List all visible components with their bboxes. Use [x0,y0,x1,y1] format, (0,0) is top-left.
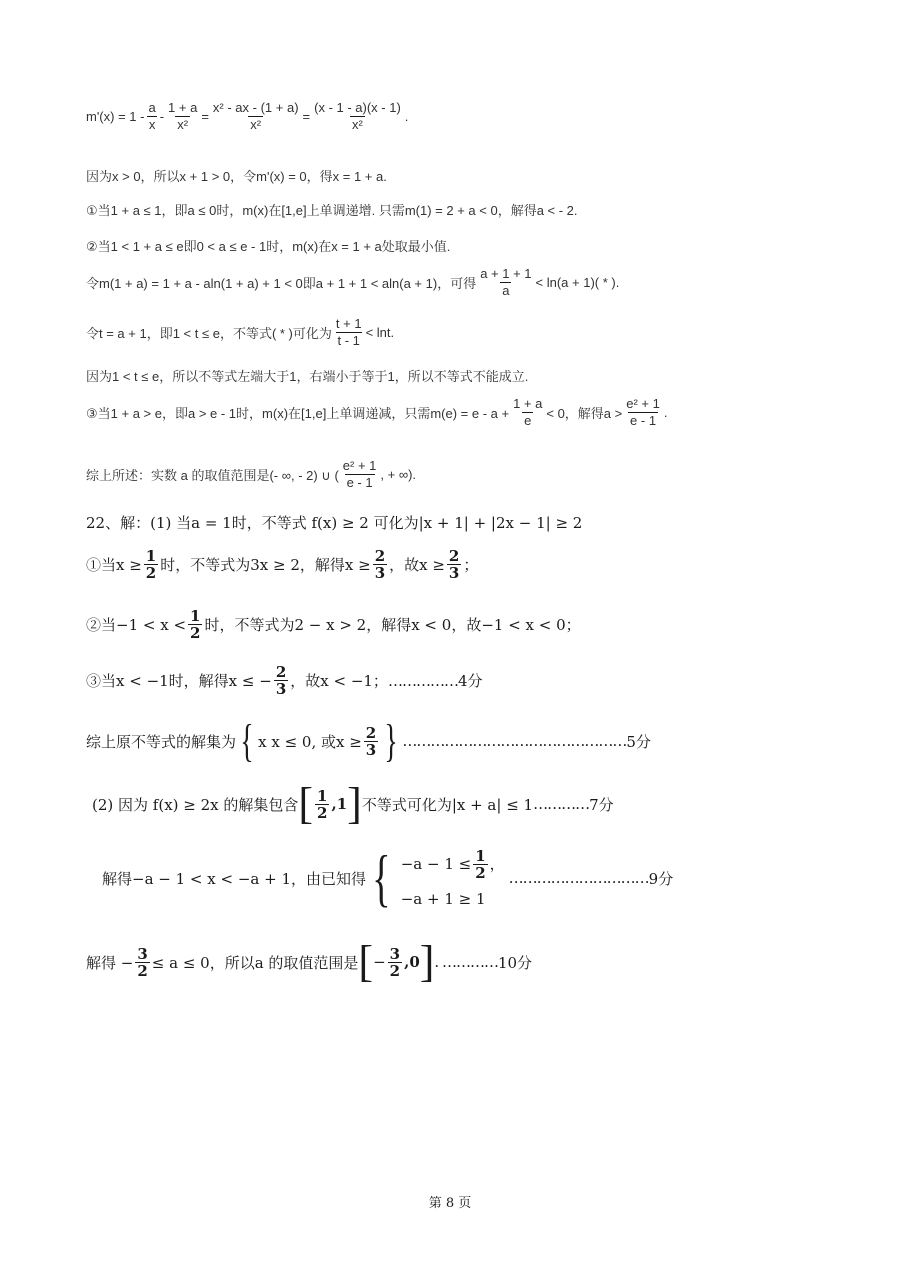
denominator: e [524,413,532,428]
text: ， [489,855,505,873]
leader-dots: ………… [533,795,590,813]
text: . [663,405,668,420]
system-line [102,842,674,913]
fraction [312,100,403,133]
text: 综上原不等式的解集为 [86,732,237,751]
numerator: 2 [448,547,460,565]
denominator: 2 [475,863,486,882]
text: −a − 1 ≤ [400,855,472,873]
fraction [511,396,544,429]
denominator: x² [250,117,262,132]
denominator: 3 [365,740,377,759]
numerator: 3 [389,944,401,963]
numerator: t + 1 [335,316,362,331]
text: ,0 [404,953,420,971]
text: 22、解：(1) 当a = 1时，不等式 f(x) ≥ 2 可化为|x + 1| + |2x − 1| ≥ 2 [86,514,583,532]
case-3-line [86,664,482,697]
denominator: 2 [137,961,148,980]
numerator: x² - ax - (1 + a) [212,100,299,115]
denominator: 3 [374,564,386,582]
fraction [135,946,149,979]
numerator: 1 + a [168,100,198,115]
denominator: e - 1 [346,475,373,490]
numerator: 1 [317,786,328,805]
equation-system [401,848,505,909]
numerator: 2 [374,547,386,565]
text-line [86,266,619,299]
left-brace: { [240,715,254,766]
page-number: 第 8 页 [428,1196,472,1211]
fraction [624,396,662,429]
denominator: 2 [317,803,328,822]
fraction [473,848,487,881]
right-bracket: ] [347,779,362,828]
numerator: e² + 1 [342,458,377,473]
numerator: 1 [475,846,486,865]
text: = [201,109,209,124]
fraction [211,100,301,133]
fraction [274,664,288,697]
text: 令m(1 + a) = 1 + a - aln(1 + a) + 1 < 0即a + 1 + 1 < aln(a + 1)，可得 [86,276,477,291]
fraction [478,266,533,299]
numerator: (x - 1 - a)(x - 1) [314,100,401,115]
right-bracket: ] [419,937,435,986]
text: . [404,109,409,124]
fraction [447,548,461,581]
text: ,1 [331,795,348,813]
fraction [315,788,329,821]
text: < lnt. [365,325,395,340]
denominator: x [148,117,156,132]
text-line [86,166,387,185]
denominator: 2 [145,564,157,582]
text-line [86,200,578,219]
numerator: a + 1 + 1 [480,266,532,281]
text-line [86,366,528,385]
score-label: 10分 [497,953,533,972]
leader-dots: …………… [387,671,458,690]
fraction [146,100,157,133]
text: 解得−a − 1 < x < −a + 1，由已知得 [102,869,366,888]
text: ③当x < −1时，解得x ≤ − [86,672,272,690]
leader-dots: ………………………………………… [402,732,627,750]
fraction [364,725,378,758]
text: ②当−1 < x < [86,616,187,634]
text: ≤ a ≤ 0，所以a 的取值范围是 [151,953,359,972]
text: < 0，解得a > [546,406,623,421]
derivative-line [86,100,408,133]
numerator: 1 [190,607,201,625]
left-bracket: [ [358,937,374,986]
score-label: 9分 [648,869,674,888]
text: ②当1 < 1 + a ≤ e即0 < a ≤ e - 1时，m(x)在x = 1 + a处取最小值. [86,239,451,254]
fraction [166,100,199,133]
text: ①当1 + a ≤ 1，即a ≤ 0时，m(x)在[1,e]上单调递增. 只需m(1) = 2 + a < 0，解得a < - 2. [86,203,578,218]
right-brace: } [384,715,398,766]
system-row: −a + 1 ≥ 1 [400,889,486,908]
denominator: e - 1 [630,413,657,428]
text: 解得 − [86,953,134,972]
fraction [144,548,158,581]
text: 时，不等式为2 − x > 2，解得x < 0，故−1 < x < 0； [204,616,581,634]
leader-dots: . ………… [434,953,498,971]
denominator: 2 [190,624,201,642]
text-line [86,236,450,255]
text: 综上所述：实数 a 的取值范围是(- ∞, - 2) ∪ ( [86,468,339,483]
numerator: 2 [275,663,287,681]
numerator: 2 [365,723,377,742]
denominator: 3 [448,564,460,582]
text-line [86,396,667,429]
fraction [334,316,364,349]
numerator: 3 [137,944,148,963]
text: ，故x ≥ [389,556,445,574]
denominator: t - 1 [337,333,360,348]
text: - [159,109,165,124]
leader-dots: ………………………… [508,869,649,887]
text: 因为1 < t ≤ e，所以不等式左端大于1，右端小于等于1，所以不等式不能成立. [86,369,529,384]
score-label: 4分 [457,672,483,690]
denominator: 2 [389,961,401,980]
text: 因为x > 0，所以x + 1 > 0，令m'(x) = 0，得x = 1 + a. [86,169,387,184]
text: , + ∞). [380,467,417,482]
denominator: a [502,283,510,298]
denominator: 3 [275,680,287,698]
left-bracket: [ [298,779,314,828]
text: = [302,109,311,124]
fraction [388,946,402,979]
text: 时，不等式为3x ≥ 2，解得x ≥ [160,556,371,574]
text: ； [463,556,479,574]
left-brace: { [372,842,391,913]
text: (2) 因为 f(x) ≥ 2x 的解集包含 [92,795,299,814]
part-2-line [92,779,614,828]
case-2-line [86,608,581,641]
numerator: a [148,100,156,115]
text: < ln(a + 1)( * ). [535,275,620,290]
solution-set-line [86,715,651,766]
numerator: e² + 1 [626,396,660,411]
fraction [341,458,379,491]
numerator: 1 + a [513,396,543,411]
case-1-line [86,548,478,581]
text: ，故x < −1； [290,672,388,690]
system-row [401,848,505,881]
text: ③当1 + a > e，即a > e - 1时，m(x)在[1,e]上单调递减，只需m(e) = e - a + [86,406,510,421]
text: ①当x ≥ [86,556,142,574]
text-line [86,458,416,491]
text: m'(x) = 1 - [86,109,145,124]
text: x x ≤ 0, 或x ≥ [258,732,362,751]
denominator: x² [177,117,189,132]
fraction [188,608,202,641]
score-label: 7分 [589,795,614,814]
numerator: 1 [145,547,157,565]
denominator: x² [352,117,363,132]
text-line [86,316,394,349]
fraction [373,548,387,581]
score-label: 5分 [626,732,651,751]
text: 令t = a + 1，即1 < t ≤ e，不等式( * )可化为 [86,326,332,341]
text: 不等式可化为|x + a| ≤ 1 [361,795,534,814]
final-range-line: 解得 − $\frac{3}{2}$ ≤ a ≤ 0，所以a 的取值范围是 [ − $\frac{3}{2}$ ,0 ] . ………… 10分 [86,937,533,986]
problem-22-heading [86,512,582,533]
